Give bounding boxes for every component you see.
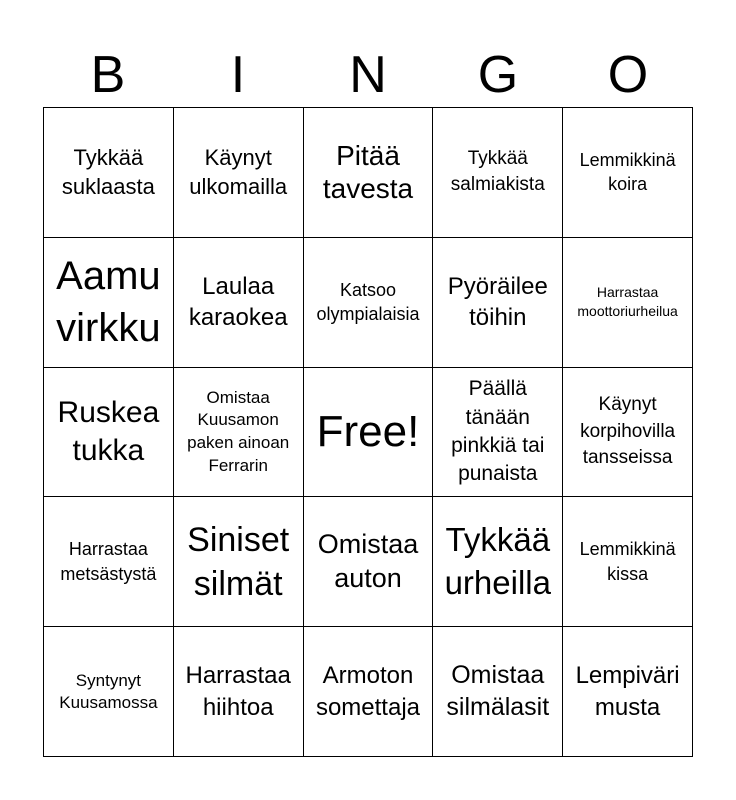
bingo-cell[interactable] [563, 627, 693, 757]
bingo-cell[interactable] [304, 497, 434, 627]
bingo-header [43, 44, 693, 106]
cell-text: Armoton somettaja [315, 662, 421, 721]
bingo-cell[interactable] [174, 368, 304, 498]
header-letter-o: O [607, 46, 649, 104]
header-letter-b: B [90, 46, 126, 104]
bingo-grid [43, 107, 693, 757]
bingo-cell[interactable] [44, 627, 174, 757]
bingo-cell[interactable] [563, 368, 693, 498]
cell-text: Lemmikkinä koira [579, 150, 676, 195]
bingo-cell[interactable] [44, 368, 174, 498]
bingo-cell[interactable] [174, 627, 304, 757]
cell-text: Omistaa silmälasit [446, 661, 550, 721]
cell-text: Pitää tavesta [322, 139, 414, 205]
cell-text: Käynyt korpihovilla tansseissa [580, 394, 676, 469]
bingo-cell[interactable] [44, 108, 174, 238]
bingo-cell[interactable] [44, 497, 174, 627]
cell-text: Free! [316, 406, 420, 456]
bingo-cell[interactable] [433, 108, 563, 238]
bingo-cell[interactable] [174, 497, 304, 627]
cell-text: Tykkää salmiakista [450, 147, 545, 196]
bingo-cell[interactable] [433, 238, 563, 368]
header-letter-i: I [230, 46, 246, 104]
header-letter-n: N [349, 46, 387, 104]
cell-text: Siniset silmät [187, 520, 290, 603]
bingo-cell[interactable] [433, 627, 563, 757]
cell-text: Ruskea tukka [57, 396, 160, 467]
cell-text: Omistaa auton [317, 529, 419, 593]
bingo-cell[interactable] [44, 238, 174, 368]
bingo-cell[interactable] [174, 108, 304, 238]
bingo-cell[interactable] [304, 108, 434, 238]
cell-text: Käynyt ulkomailla [189, 145, 288, 200]
cell-text: Aamu virkku [56, 254, 161, 351]
cell-text: Pyöräilee töihin [447, 273, 548, 332]
cell-text: Lemmikkinä kissa [579, 539, 676, 584]
bingo-cell[interactable] [563, 497, 693, 627]
bingo-cell[interactable] [563, 108, 693, 238]
bingo-cell[interactable] [304, 627, 434, 757]
cell-text: Tykkää suklaasta [61, 145, 155, 200]
cell-text: Syntynyt Kuusamossa [59, 670, 158, 712]
cell-text: Katsoo olympialaisia [316, 279, 420, 325]
cell-text: Laulaa karaokea [188, 273, 288, 332]
cell-text: Harrastaa metsästystä [60, 539, 157, 584]
bingo-cell[interactable] [174, 238, 304, 368]
bingo-cell[interactable] [563, 238, 693, 368]
bingo-cell[interactable] [433, 497, 563, 627]
cell-text: Harrastaa moottoriurheilua [577, 284, 678, 320]
cell-text: Päällä tänään pinkkiä tai punaista [451, 377, 545, 486]
bingo-cell[interactable] [433, 368, 563, 498]
bingo-cell[interactable] [304, 238, 434, 368]
cell-text: Omistaa Kuusamon paken ainoan Ferrarin [187, 387, 290, 475]
header-letter-g: G [477, 46, 519, 104]
free-space[interactable] [304, 368, 434, 498]
cell-text: Lempiväri musta [575, 662, 680, 721]
cell-text: Harrastaa hiihtoa [185, 662, 291, 721]
cell-text: Tykkää urheilla [444, 520, 551, 601]
